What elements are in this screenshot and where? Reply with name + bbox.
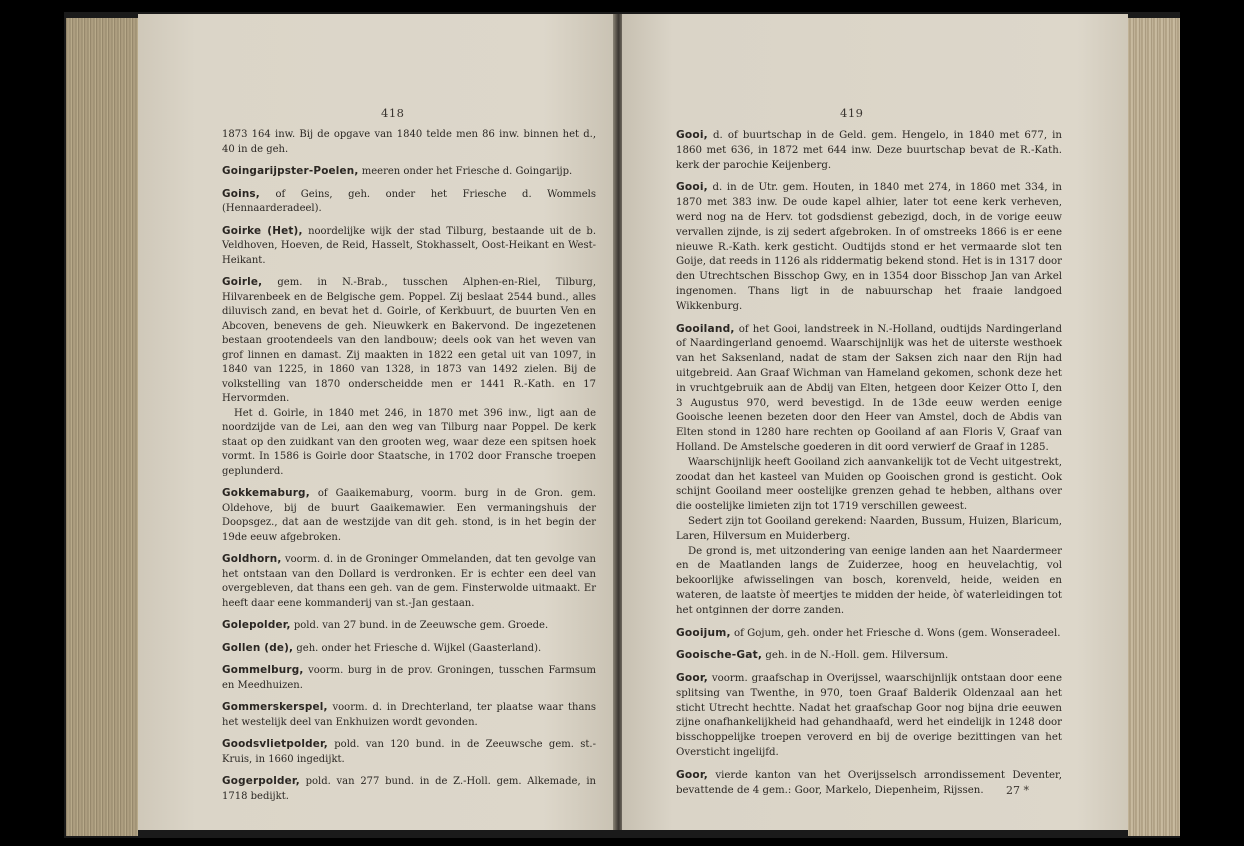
entry-paragraph [222,407,596,480]
right-text-column [676,128,1062,805]
entry-text: geh. in de N.-Holl. gem. Hilversum. [765,650,949,662]
entry-headword: Goirke (Het), [222,224,303,237]
dictionary-entry [676,128,1062,173]
entry-text: d. of buurtschap in de Geld. gem. Hengelo, in 1840 met 677, in 1860 met 636, in 1872 met 644 inw. Deze buurtschap bevat de R.-Kath. kerk der parochie Keijenberg. [676,130,1062,171]
entry-paragraph [222,737,596,767]
entry-paragraph [676,648,1062,664]
dictionary-entry [222,128,596,157]
entry-headword: Gooiland, [676,322,735,335]
dictionary-entry [222,700,596,730]
page-number: 418 [381,106,405,120]
entry-text: pold. van 27 bund. in de Zeeuwsche gem. Groede. [293,620,549,631]
entry-paragraph [222,164,596,180]
entry-text: vierde kanton van het Overijsselsch arrondissement Deventer, bevattende de 4 gem.: Goor, Markelo, Diepenheim, Rijssen. [676,769,1062,796]
entry-headword: Gokkemaburg, [222,487,310,499]
entry-paragraph [222,663,596,693]
entry-paragraph [676,456,1062,515]
entry-headword: Gogerpolder, [222,775,300,787]
signature-mark: 27 * [1006,784,1029,797]
left-page-edges [66,18,138,836]
dictionary-entry [222,275,596,479]
entry-text: Het d. Goirle, in 1840 met 246, in 1870 met 396 inw., ligt aan de noordzijde van de Lei, aan den weg van Tilburg naar Poppel. De kerk staat op den zuidkant van den grooten weg, waar deze een spitsen hoek vormt. In 1586 is Goirle door Staatsche, in 1702 door Fransche troepen geplunderd. [222,407,596,477]
entry-text: pold. van 120 bund. in de Zeeuwsche gem. st.-Kruis, in 1660 ingedijkt. [222,739,596,765]
dictionary-entry [222,224,596,269]
dictionary-entry [676,768,1062,799]
entry-headword: Goingarijpster-Poelen, [222,165,359,177]
entry-headword: Gooi, [676,129,708,141]
entry-headword: Gommelburg, [222,664,304,676]
dictionary-entry [676,626,1062,642]
entry-paragraph [676,322,1062,456]
entry-text: gem. in N.-Brab., tusschen Alphen-en-Riel, Tilburg, Hilvarenbeek en de Belgische gem. Poppel. Zij beslaat 2544 bund., alles diluvisch zand, en bevat het d. Goirle, of Kerkbuurt, de buurten Ven en Abcoven, benevens de geh. Nieuwkerk en Bakervond. De ingezetenen bestaan grootendeels van den landbouw; deels ook van het weven van grof linnen en damast. Zij maakten in 1822 een getal uit van 1097, in 1840 van 1225, in 1860 van 1328, in 1873 van 1492 zielen. Bij de volkstelling van 1870 onderscheidde men er 1441 R.-Kath. en 17 Hervormden. [222,277,596,404]
dictionary-entry [676,671,1062,761]
entry-headword: Goor, [676,768,708,781]
dictionary-entry [222,663,596,693]
entry-paragraph [676,545,1062,619]
entry-text: meeren onder het Friesche d. Goingarijp. [361,166,573,177]
entry-paragraph [222,275,596,407]
left-text-column [222,128,596,811]
page-number: 419 [840,106,864,120]
entry-text: of Geins, geh. onder het Friesche d. Wommels (Hennaarderadeel). [222,188,596,214]
entry-text: voorm. graafschap in Overijssel, waarschijnlijk ontstaan door eene splitsing van Twenthe, in 970, toen Graaf Balderik Oldenzaal aan het sticht Utrecht hechtte. Nadat het graafschap Goor nog bijna drie eeuwen zijne onafhankelijkheid had gehandhaafd, werd het eindelijk in 1248 door bisschoppelijke troepen veroverd en bij de overige bezittingen van het Oversticht ingelijfd. [676,673,1062,759]
dictionary-entry [676,180,1062,314]
entry-text: geh. onder het Friesche d. Wijkel (Gaasterland). [296,642,542,654]
dictionary-entry [676,322,1062,619]
entry-paragraph [222,552,596,611]
entry-text: d. in de Utr. gem. Houten, in 1840 met 274, in 1860 met 334, in 1870 met 383 inw. De oude kapel alhier, later tot eene kerk verheven, werd nog na de Herv. tot godsdienst gebezigd, doch, in de vorige eeuw vervallen zijnde, is zij sedert afgebroken. In of omstreeks 1866 is er eene nieuwe R.-Kath. kerk gesticht. Oudtijds stond er het vermaarde slot ten Goije, dat reeds in 1126 als riddermatig bekend stond. Het is in 1317 door den Utrechtschen Bisschop Gwy, en in 1354 door Bisschop Jan van Arkel ingenomen. Thans ligt in de nabuurschap het fraaie landgoed Wikkenburg. [676,182,1062,312]
entry-headword: Gommerskerspel, [222,701,328,713]
entry-text: De grond is, met uitzondering van eenige landen aan het Naardermeer en de Maatlanden langs de Zuiderzee, hoog en heuvelachtig, vol bekoorlijke afwisselingen van bosch, korenveld, heide, weiden en wateren, de laatste òf meertjes te midden der heide, òf waterleidingen tot het ontginnen der dorre zanden. [676,545,1062,616]
dictionary-entry [222,486,596,545]
right-page [622,14,1128,830]
entry-text: noordelijke wijk der stad Tilburg, bestaande uit de b. Veldhoven, Hoeven, de Reid, Hasselt, Stokhasselt, Oost-Heikant en West-Heikant. [222,225,596,266]
entry-headword: Goor, [676,672,708,685]
entry-headword: Goodsvlietpolder, [222,738,328,750]
entry-paragraph [222,774,596,804]
entry-paragraph [676,128,1062,173]
entry-paragraph [676,671,1062,761]
entry-headword: Goirle, [222,276,263,288]
entry-headword: Goldhorn, [222,553,282,565]
entry-paragraph [676,180,1062,314]
entry-text: Waarschijnlijk heeft Gooiland zich aanvankelijk tot de Vecht uitgestrekt, zoodat dan het kasteel van Muiden op Gooischen grond is gesticht. Ook schijnt Gooiland meer oostelijke grenzen gehad te hebben, althans over die oostelijke limieten zijn tot 1719 verschillen geweest. [676,456,1062,513]
entry-text: voorm. d. in de Groninger Ommelanden, dat ten gevolge van het ontstaan van den Dollard is verdronken. Er is echter een deel van overgebleven, dat thans een geh. van de gem. Finsterwolde uitmaakt. Er heeft daar eene kommanderij van st.-Jan gestaan. [222,554,596,609]
entry-paragraph [222,641,596,657]
entry-headword: Gooijum, [676,626,731,639]
dictionary-entry [676,648,1062,664]
entry-paragraph [222,618,596,634]
entry-text: voorm. d. in Drechterland, ter plaatse waar thans het westelijk deel van Enkhuizen wordt gevonden. [222,702,596,728]
entry-headword: Golepolder, [222,619,291,631]
dictionary-entry [222,618,596,634]
entry-headword: Gooische-Gat, [676,649,763,662]
entry-paragraph [676,626,1062,642]
entry-text: of Gaaikemaburg, voorm. burg in de Gron. gem. Oldehove, bij de buurt Gaaikemawier. Een vermaningshuis der Doopsgez., dat aan de westzijde van dit geh. stond, is in het begin der 19de eeuw afgebroken. [222,488,596,543]
dictionary-entry [222,187,596,217]
entry-paragraph [222,187,596,217]
right-page-edges [1128,18,1180,836]
entry-paragraph [676,768,1062,799]
entry-text: voorm. burg in de prov. Groningen, tusschen Farmsum en Meedhuizen. [222,665,596,691]
dictionary-entry [222,774,596,804]
dictionary-entry [222,641,596,657]
entry-headword: Gollen (de), [222,641,294,654]
dictionary-entry [222,552,596,611]
dictionary-entry [222,164,596,180]
entry-text: 1873 164 inw. Bij de opgave van 1840 telde men 86 inw. binnen het d., 40 in de geh. [222,129,596,155]
left-page [138,14,615,830]
entry-paragraph [676,515,1062,545]
entry-text: pold. van 277 bund. in de Z.-Holl. gem. Alkemade, in 1718 bedijkt. [222,776,597,802]
entry-headword: Gooi, [676,181,708,194]
entry-headword: Goins, [222,187,260,200]
entry-paragraph [222,700,596,730]
entry-paragraph [222,224,596,269]
entry-paragraph [222,486,596,545]
entry-text: Sedert zijn tot Gooiland gerekend: Naarden, Bussum, Huizen, Blaricum, Laren, Hilversum en Muiderberg. [676,515,1062,542]
entry-text: of Gojum, geh. onder het Friesche d. Wons (gem. Wonseradeel. [733,627,1061,639]
entry-paragraph [222,128,596,157]
entry-text: of het Gooi, landstreek in N.-Holland, oudtijds Nardingerland of Naardingerland genoemd. Waarschijnlijk was het de uiterste westhoek van het Saksenland, nadat de stam der Saksen zich naar den Rijn had uitgebreid. Aan Graaf Wichman van Hameland gekomen, schonk deze het in vruchtgebruik aan de Abdij van Elten, hetgeen door Keizer Otto I, den 3 Augustus 970, werd bevestigd. In de 13de eeuw werden eenige Gooische leenen bezeten door den Heer van Amstel, doch de Abdis van Elten stond in 1280 hare rechten op Gooiland af aan Floris V, Graaf van Holland. De Amstelsche goederen in dit oord verwierf de Graaf in 1285. [676,323,1062,453]
dictionary-entry [222,737,596,767]
